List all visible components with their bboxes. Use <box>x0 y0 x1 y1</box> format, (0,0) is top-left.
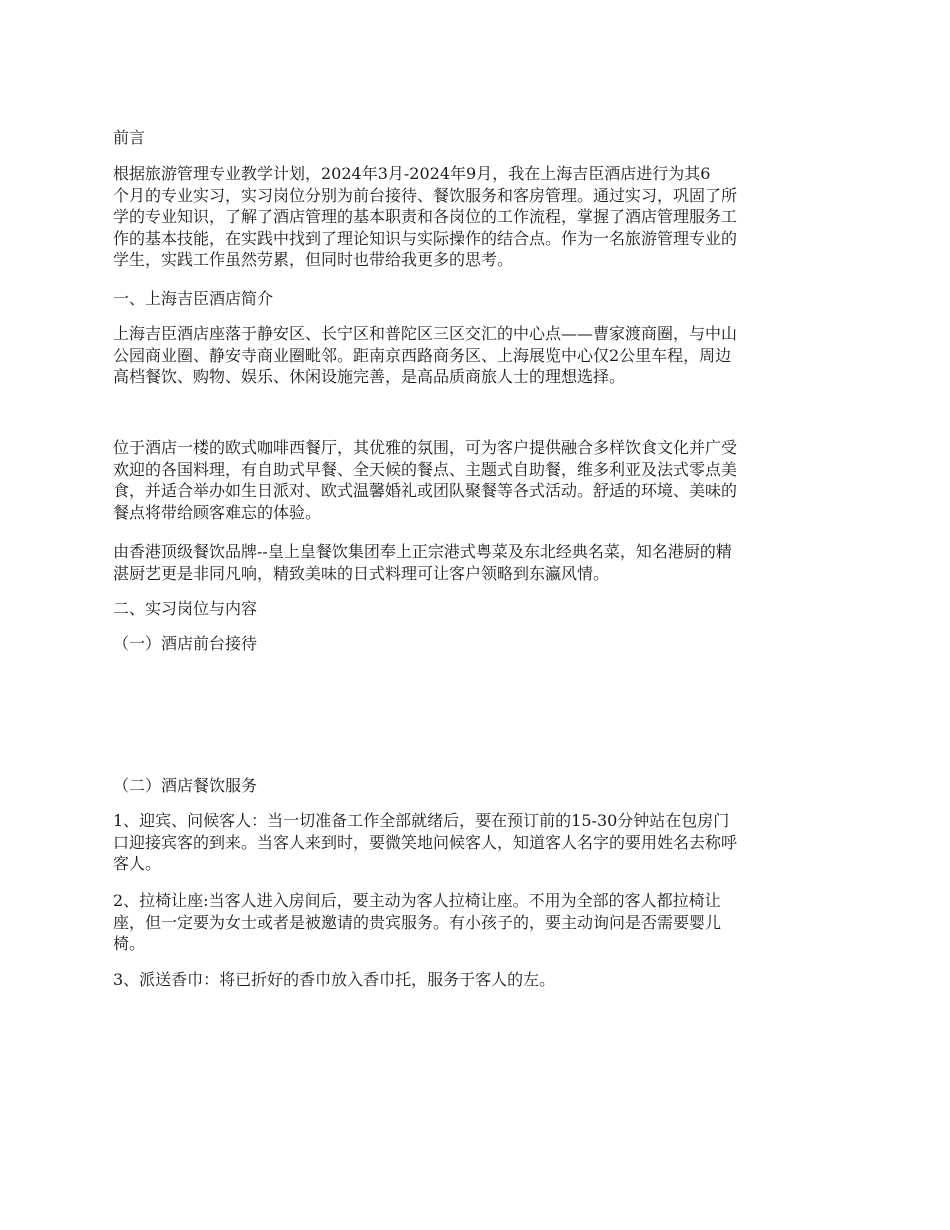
text-line: 食，并适合举办如生日派对、欧式温馨婚礼或团队聚餐等各式活动。舒适的环境、美味的 <box>113 481 738 500</box>
text-line: 根据旅游管理专业教学计划，2024年3月-2024年9月，我在上海吉臣酒店进行为其6 <box>113 164 711 183</box>
text-line: 3、派送香巾：将已折好的香巾放入香巾托，服务于客人的左。 <box>113 970 556 989</box>
text-line: 2、拉椅让座:当客人进入房间后，要主动为客人拉椅让座。不用为全部的客人都拉椅让 <box>113 891 721 910</box>
chinese-restaurant-paragraph <box>113 541 843 584</box>
text-line: 口迎接宾客的到来。当客人来到时，要微笑地问候客人，知道客人名字的要用姓名去称呼 <box>113 832 738 852</box>
text-line: 公园商业圈、静安寺商业圈毗邻。距南京西路商务区、上海展览中心仅2公里车程，周边 <box>113 345 732 365</box>
preface-heading: 前言 <box>113 128 146 147</box>
text-line: 作的基本技能，在实践中找到了理论知识与实际操作的结合点。作为一名旅游管理专业的 <box>113 228 738 248</box>
cafe-paragraph <box>113 437 843 523</box>
text-line: 个月的专业实习，实习岗位分别为前台接待、餐饮服务和客房管理。通过实习，巩固了所 <box>113 185 738 205</box>
text-line: 客人。 <box>113 854 162 873</box>
service-item-2 <box>113 890 843 955</box>
section1-heading: 一、上海吉臣酒店简介 <box>113 289 274 308</box>
text-line: 由香港顶级餐饮品牌--皇上皇餐饮集团奉上正宗港式粤菜及东北经典名菜，知名港厨的精 <box>113 542 732 561</box>
text-line: 椅。 <box>113 934 146 953</box>
text-line: 高档餐饮、购物、娱乐、休闲设施完善，是高品质商旅人士的理想选择。 <box>113 367 626 386</box>
service-item-3 <box>113 969 843 991</box>
text-line: 座，但一定要为女士或者是被邀请的贵宾服务。有小孩子的，要主动询问是否需要婴儿 <box>113 912 722 932</box>
preface-paragraph <box>113 163 843 271</box>
subsection2-heading: （二）酒店餐饮服务 <box>113 776 258 795</box>
text-line: 餐点将带给顾客难忘的体验。 <box>113 502 322 522</box>
text-line: 上海吉臣酒店座落于静安区、长宁区和普陀区三区交汇的中心点——曹家渡商圈，与中山 <box>113 324 738 343</box>
service-item-1 <box>113 810 843 875</box>
hotel-intro-paragraph <box>113 323 843 388</box>
subsection1-heading: （一）酒店前台接待 <box>113 634 258 653</box>
text-line: 1、迎宾、问候客人：当一切准备工作全部就绪后，要在预订前的15-30分钟站在包房门 <box>113 811 730 830</box>
text-line: 位于酒店一楼的欧式咖啡西餐厅，其优雅的氛围，可为客户提供融合多样饮食文化并广受 <box>113 438 738 457</box>
text-line: 欢迎的各国料理，有自助式早餐、全天候的餐点、主题式自助餐，维多利亚及法式零点美 <box>113 459 738 479</box>
text-line: 学生，实践工作虽然劳累，但同时也带给我更多的思考。 <box>113 250 514 269</box>
text-line: 湛厨艺更是非同凡响，精致美味的日式料理可让客户领略到东瀛风情。 <box>113 563 610 583</box>
text-line: 学的专业知识，了解了酒店管理的基本职责和各岗位的工作流程，掌握了酒店管理服务工 <box>113 207 738 226</box>
section2-heading: 二、实习岗位与内容 <box>113 599 258 618</box>
